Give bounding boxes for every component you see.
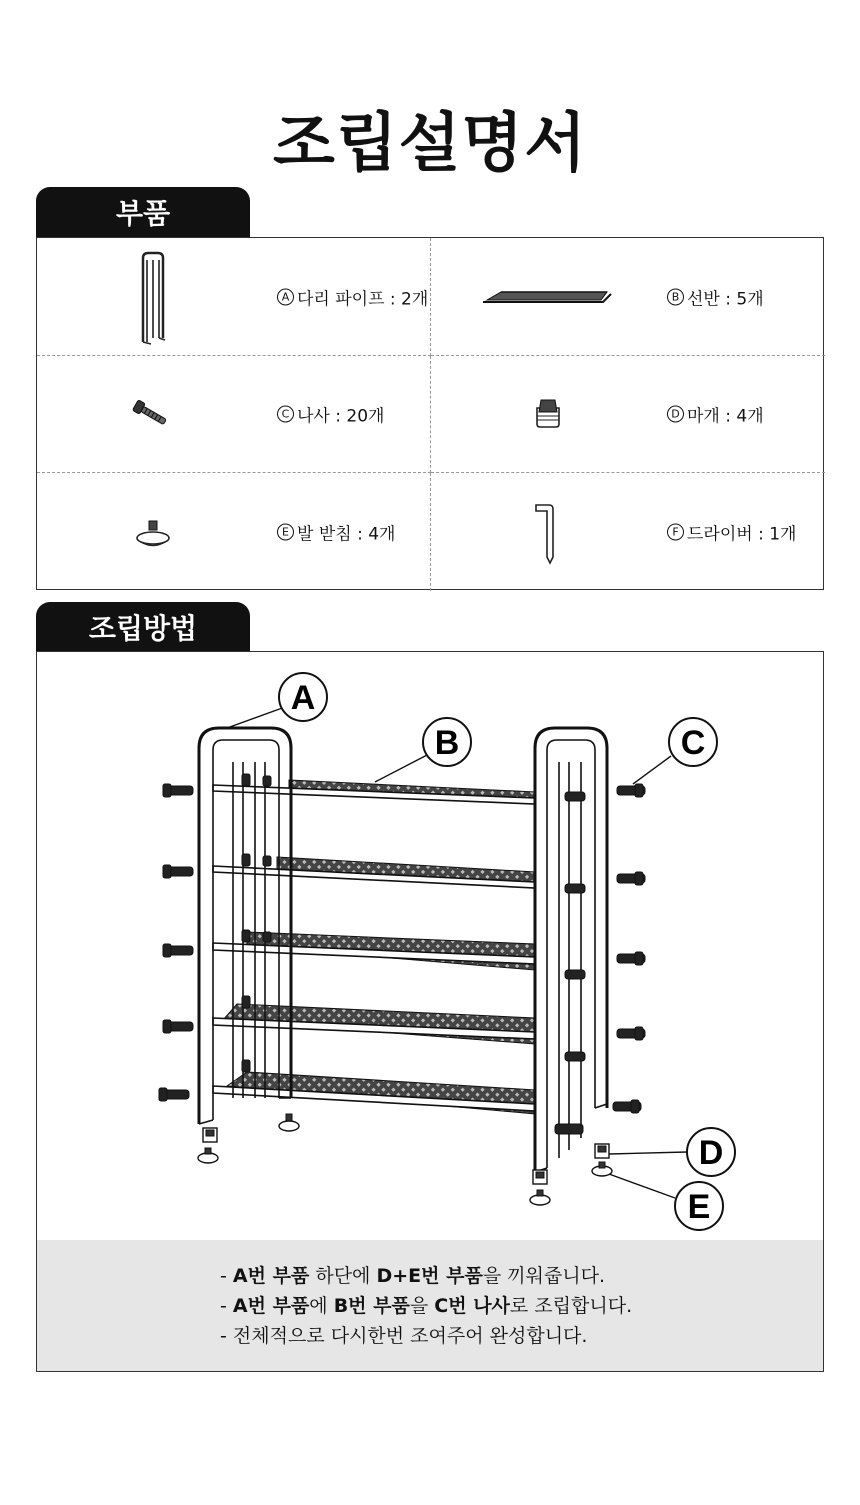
- screw-set-left: [159, 784, 193, 1101]
- note-bullet: -: [220, 1265, 233, 1287]
- note-bullet: -: [220, 1295, 233, 1317]
- parts-table: [36, 237, 824, 590]
- part-label: 드라이버 : 1개: [687, 524, 797, 545]
- note-part-bold: D+E번 부품: [376, 1265, 483, 1287]
- part-letter-circle: A: [277, 288, 294, 305]
- callout-a: [279, 673, 327, 721]
- method-section-tab: 조립방법: [36, 602, 250, 652]
- part-cell-e: [37, 473, 431, 591]
- hex-key-icon: [533, 499, 563, 565]
- part-cell-c: [37, 356, 431, 473]
- note-part: 을: [409, 1295, 435, 1317]
- parts-section-tab: 부품: [36, 187, 250, 237]
- part-label: 발 받침 : 4개: [297, 524, 396, 545]
- note-part: 을 끼워줍니다.: [482, 1265, 606, 1287]
- screw-icon: [131, 396, 171, 432]
- note-part-bold: C번 나사: [434, 1295, 510, 1317]
- shelf-icon: [481, 286, 613, 310]
- callout-d-label: D: [698, 1134, 724, 1172]
- note-line: [220, 1321, 640, 1351]
- part-cell-d: [431, 356, 825, 473]
- callout-e-label: E: [687, 1188, 711, 1226]
- assembly-method-box: [36, 651, 824, 1372]
- foot-pad-icon: [133, 517, 173, 551]
- part-cell-b: [431, 238, 825, 356]
- callout-d: [687, 1128, 735, 1176]
- note-line: [220, 1291, 640, 1321]
- note-part: 에: [309, 1295, 334, 1317]
- callout-b-label: B: [434, 724, 460, 762]
- page-title: 조립설명서: [272, 107, 588, 181]
- assembly-diagram: [37, 652, 823, 1240]
- note-part-bold: A번 부품: [232, 1295, 310, 1317]
- cap-icon: [533, 394, 563, 430]
- note-part-bold: B번 부품: [333, 1295, 410, 1317]
- cap-and-foot-group: [198, 1114, 612, 1205]
- note-part: 전체적으로 다시한번 조여주어 완성합니다.: [232, 1325, 588, 1347]
- note-part-bold: A번 부품: [232, 1265, 310, 1287]
- callout-c: [669, 718, 717, 766]
- part-cell-f: [431, 473, 825, 591]
- instruction-notes: [37, 1240, 823, 1372]
- callout-a-label: A: [290, 679, 316, 717]
- part-letter-circle: D: [667, 406, 684, 423]
- screw-set-right: [613, 784, 645, 1113]
- note-part: 로 조립합니다.: [509, 1295, 633, 1317]
- note-line: [220, 1261, 640, 1291]
- part-letter-circle: C: [277, 406, 294, 423]
- part-letter-circle: B: [667, 288, 684, 305]
- part-cell-a: [37, 238, 431, 356]
- shelf-group: [213, 780, 535, 1114]
- callout-b: [423, 718, 471, 766]
- note-part: 하단에: [309, 1265, 377, 1287]
- part-label: 나사 : 20개: [297, 406, 385, 427]
- part-letter-circle: F: [667, 524, 684, 541]
- pipe-frame-icon: [137, 250, 167, 346]
- note-bullet: -: [220, 1325, 233, 1347]
- callout-e: [675, 1182, 723, 1230]
- part-label: 마개 : 4개: [687, 406, 764, 427]
- part-letter-circle: E: [277, 524, 294, 541]
- part-label: 다리 파이프 : 2개: [297, 289, 429, 309]
- callout-c-label: C: [680, 724, 706, 762]
- part-label: 선반 : 5개: [687, 289, 764, 309]
